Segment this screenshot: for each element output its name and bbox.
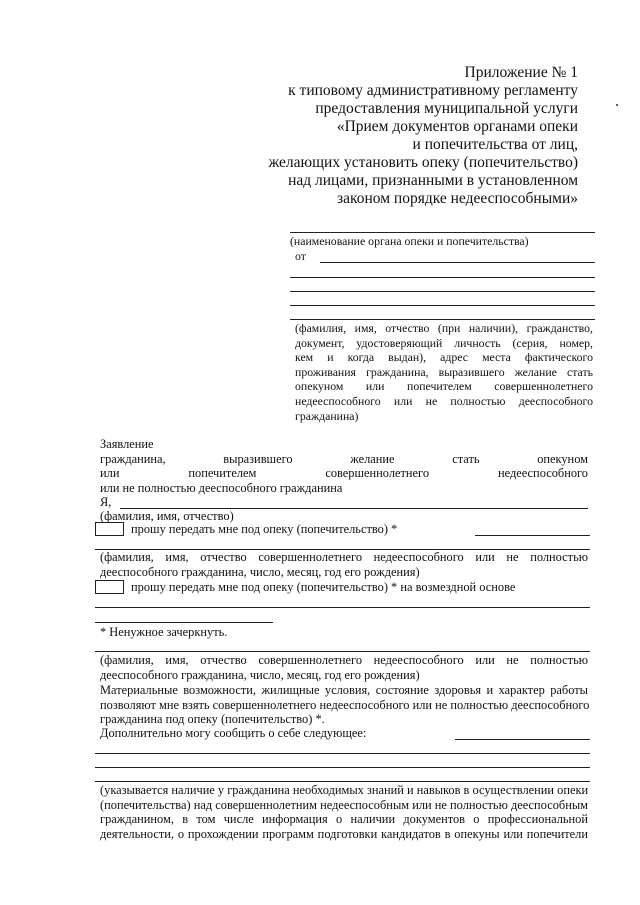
footnote-separator xyxy=(95,622,273,623)
conditions-text: Материальные возможности, жилищные условия, состояние здоровья и характер работы позволяют мне взять совершеннолетнего недееспособного или не полностью дееспособного гражданина под опеку (попечительство) *. xyxy=(100,683,590,727)
ward-line-2 xyxy=(95,651,590,652)
additional-line xyxy=(95,767,590,768)
additional-line xyxy=(95,781,590,782)
name-caption: (фамилия, имя, отчество) xyxy=(100,509,234,523)
applicant-caption: (фамилия, имя, отчество (при наличии), гражданство, документ, удостоверяющий личность (серия, номер, кем и когда выдан), адрес места фактического проживания гражданина, выразившего желание стать опекуном или попечителем совершеннолетнего недееспособного или не полностью дееспособного гражданина) xyxy=(295,321,593,423)
stray-mark xyxy=(616,104,618,106)
applicant-line xyxy=(290,291,595,292)
appendix-line: «Прием документов органами опеки xyxy=(336,118,578,135)
ward-caption-2: (фамилия, имя, отчество совершеннолетнего недееспособного или не полностью дееспособного гражданина, число, месяц, год его рождения) xyxy=(100,653,588,682)
additional-line xyxy=(455,739,590,740)
appendix-line: к типовому административному регламенту xyxy=(288,82,578,99)
from-label: от xyxy=(295,249,306,263)
option1-line xyxy=(475,535,590,536)
option1-checkbox[interactable] xyxy=(95,522,124,536)
appendix-line: над лицами, признанными в установленном xyxy=(288,172,578,189)
organ-line xyxy=(290,232,595,233)
appendix-line: законом порядке недееспособными» xyxy=(336,190,578,207)
footnote: * Ненужное зачеркнуть. xyxy=(100,625,228,639)
appendix-title: Приложение № 1 xyxy=(464,64,578,81)
applicant-line xyxy=(320,262,595,263)
appendix-line: предоставления муниципальной услуги xyxy=(315,100,578,117)
i-label: Я, xyxy=(100,495,112,509)
option2-line xyxy=(95,607,590,608)
additional-line xyxy=(95,753,590,754)
organ-caption: (наименование органа опеки и попечительства) xyxy=(290,234,529,248)
statement-title: Заявление гражданина, выразившего желание стать опекуном или попечителем совершеннолетнего недееспособного или не полностью дееспособного гражданина xyxy=(100,437,588,495)
applicant-line xyxy=(290,319,595,320)
option2-checkbox[interactable] xyxy=(95,580,124,594)
appendix-line: желающих установить опеку (попечительство) xyxy=(268,154,578,171)
additional-caption: (указывается наличие у гражданина необходимых знаний и навыков в осуществлении опеки (попечительства) над совершеннолетним недееспособным или не полностью дееспособным гражданином, в том числе информация о наличии документов о профессиональной деятельности, о прохождении программ подготовки кандидатов в опекуны или попечители xyxy=(100,783,589,841)
option1-text: прошу передать мне под опеку (попечительство) * xyxy=(131,522,398,536)
ward-caption-1: (фамилия, имя, отчество совершеннолетнего недееспособного или не полностью дееспособного гражданина, число, месяц, год его рождения) xyxy=(100,550,588,579)
additional-label: Дополнительно могу сообщить о себе следующее: xyxy=(100,726,367,740)
applicant-line xyxy=(290,277,595,278)
applicant-line xyxy=(290,305,595,306)
option2-text: прошу передать мне под опеку (попечительство) * на возмездной основе xyxy=(131,580,516,594)
appendix-line: и попечительства от лиц, xyxy=(412,136,578,153)
